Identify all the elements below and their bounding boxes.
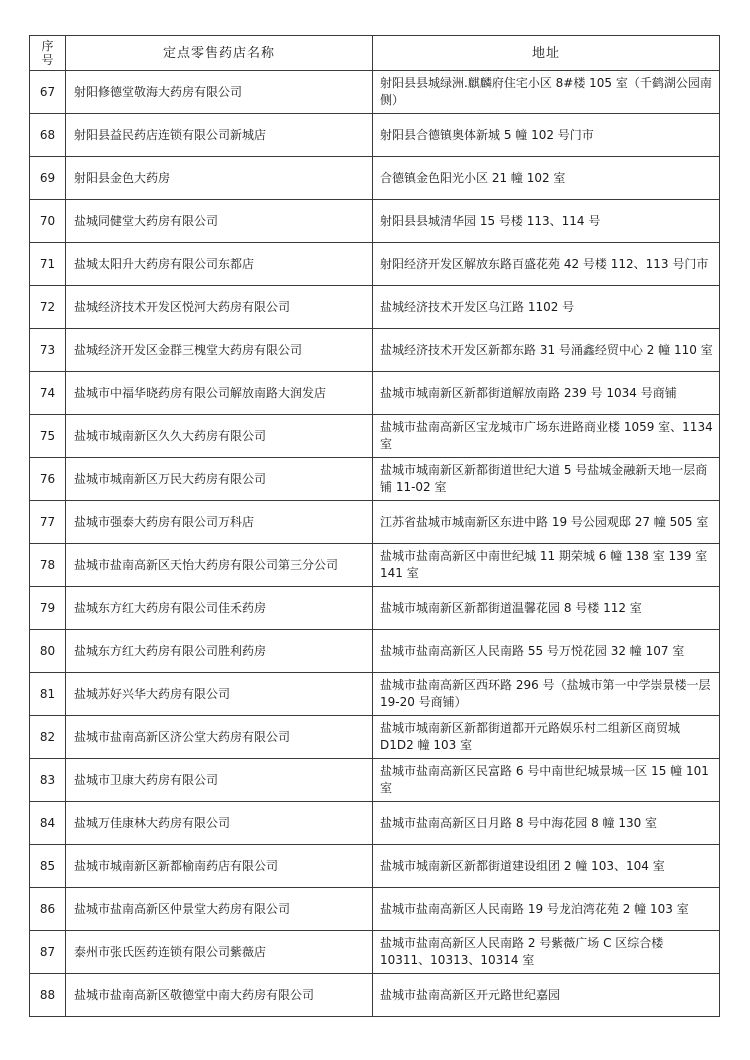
pharmacy-name: 盐城市中福华晓药房有限公司解放南路大润发店 (66, 372, 373, 415)
pharmacy-address: 盐城市盐南高新区人民南路 19 号龙泊湾花苑 2 幢 103 室 (373, 888, 720, 931)
table-row (30, 630, 720, 673)
pharmacy-address: 盐城经济技术开发区乌江路 1102 号 (373, 286, 720, 329)
table-row (30, 114, 720, 157)
row-number: 69 (30, 157, 66, 200)
pharmacy-name: 盐城市卫康大药房有限公司 (66, 759, 373, 802)
pharmacy-name: 盐城东方红大药房有限公司胜利药房 (66, 630, 373, 673)
table-row (30, 71, 720, 114)
pharmacy-address: 盐城市盐南高新区开元路世纪嘉园 (373, 974, 720, 1017)
row-number: 70 (30, 200, 66, 243)
table-row (30, 501, 720, 544)
row-number: 76 (30, 458, 66, 501)
pharmacy-address: 盐城市城南新区新都街道世纪大道 5 号盐城金融新天地一层商铺 11-02 室 (373, 458, 720, 501)
pharmacy-name: 射阳县益民药店连锁有限公司新城店 (66, 114, 373, 157)
pharmacy-name: 盐城经济开发区金群三槐堂大药房有限公司 (66, 329, 373, 372)
table-row (30, 329, 720, 372)
pharmacy-name: 盐城市城南新区久久大药房有限公司 (66, 415, 373, 458)
pharmacy-address: 盐城市盐南高新区民富路 6 号中南世纪城景城一区 15 幢 101 室 (373, 759, 720, 802)
row-number: 73 (30, 329, 66, 372)
pharmacy-name: 盐城东方红大药房有限公司佳禾药房 (66, 587, 373, 630)
table-row (30, 802, 720, 845)
row-number: 80 (30, 630, 66, 673)
pharmacy-address: 盐城市盐南高新区西环路 296 号（盐城市第一中学崇景楼一层 19-20 号商铺） (373, 673, 720, 716)
pharmacy-list-sheet (29, 35, 720, 1017)
row-number: 85 (30, 845, 66, 888)
table-row (30, 200, 720, 243)
pharmacy-name: 泰州市张氏医药连锁有限公司紫薇店 (66, 931, 373, 974)
pharmacy-address: 盐城市盐南高新区宝龙城市广场东进路商业楼 1059 室、1134 室 (373, 415, 720, 458)
pharmacy-address: 射阳县县城清华园 15 号楼 113、114 号 (373, 200, 720, 243)
pharmacy-name: 盐城市盐南高新区敬德堂中南大药房有限公司 (66, 974, 373, 1017)
table-row (30, 759, 720, 802)
pharmacy-address: 盐城市盐南高新区人民南路 55 号万悦花园 32 幢 107 室 (373, 630, 720, 673)
row-number: 88 (30, 974, 66, 1017)
table-row (30, 888, 720, 931)
pharmacy-address: 盐城市盐南高新区日月路 8 号中海花园 8 幢 130 室 (373, 802, 720, 845)
table-row (30, 673, 720, 716)
header-address: 地址 (373, 36, 720, 71)
pharmacy-address: 射阳县县城绿洲.麒麟府住宅小区 8#楼 105 室（千鹤湖公园南侧） (373, 71, 720, 114)
row-number: 79 (30, 587, 66, 630)
pharmacy-name: 盐城经济技术开发区悦河大药房有限公司 (66, 286, 373, 329)
pharmacy-address: 射阳经济开发区解放东路百盛花苑 42 号楼 112、113 号门市 (373, 243, 720, 286)
pharmacy-address: 盐城市城南新区新都街道建设组团 2 幢 103、104 室 (373, 845, 720, 888)
pharmacy-name: 盐城市盐南高新区济公堂大药房有限公司 (66, 716, 373, 759)
table-row (30, 974, 720, 1017)
pharmacy-address: 盐城市城南新区新都街道都开元路娱乐村二组新区商贸城 D1D2 幢 103 室 (373, 716, 720, 759)
pharmacy-name: 盐城苏好兴华大药房有限公司 (66, 673, 373, 716)
header-num: 序号 (30, 36, 66, 71)
row-number: 86 (30, 888, 66, 931)
table-row (30, 286, 720, 329)
row-number: 77 (30, 501, 66, 544)
pharmacy-name: 射阳修德堂敬海大药房有限公司 (66, 71, 373, 114)
row-number: 87 (30, 931, 66, 974)
table-row (30, 458, 720, 501)
row-number: 83 (30, 759, 66, 802)
table-row (30, 845, 720, 888)
table-row (30, 372, 720, 415)
pharmacy-name: 盐城市盐南高新区仲景堂大药房有限公司 (66, 888, 373, 931)
pharmacy-address: 盐城市盐南高新区中南世纪城 11 期荣城 6 幢 138 室 139 室 141 室 (373, 544, 720, 587)
row-number: 75 (30, 415, 66, 458)
row-number: 72 (30, 286, 66, 329)
table-body (30, 71, 720, 1017)
pharmacy-name: 射阳县金色大药房 (66, 157, 373, 200)
pharmacy-name: 盐城市城南新区新都榆南药店有限公司 (66, 845, 373, 888)
table-row (30, 243, 720, 286)
pharmacy-name: 盐城市强泰大药房有限公司万科店 (66, 501, 373, 544)
pharmacy-name: 盐城市城南新区万民大药房有限公司 (66, 458, 373, 501)
table-row (30, 544, 720, 587)
table-row (30, 415, 720, 458)
pharmacy-address: 盐城市城南新区新都街道解放南路 239 号 1034 号商铺 (373, 372, 720, 415)
header-row (30, 36, 720, 71)
pharmacy-address: 合德镇金色阳光小区 21 幢 102 室 (373, 157, 720, 200)
table-row (30, 931, 720, 974)
row-number: 82 (30, 716, 66, 759)
table-header (30, 36, 720, 71)
row-number: 81 (30, 673, 66, 716)
row-number: 71 (30, 243, 66, 286)
pharmacy-table (29, 35, 720, 1017)
table-row (30, 716, 720, 759)
header-name: 定点零售药店名称 (66, 36, 373, 71)
row-number: 67 (30, 71, 66, 114)
pharmacy-address: 射阳县合德镇奥体新城 5 幢 102 号门市 (373, 114, 720, 157)
table-row (30, 157, 720, 200)
pharmacy-address: 盐城市盐南高新区人民南路 2 号紫薇广场 C 区综合楼 10311、10313、10314 室 (373, 931, 720, 974)
pharmacy-name: 盐城太阳升大药房有限公司东都店 (66, 243, 373, 286)
table-row (30, 587, 720, 630)
pharmacy-name: 盐城万佳康林大药房有限公司 (66, 802, 373, 845)
row-number: 68 (30, 114, 66, 157)
row-number: 78 (30, 544, 66, 587)
pharmacy-name: 盐城同健堂大药房有限公司 (66, 200, 373, 243)
pharmacy-name: 盐城市盐南高新区天怡大药房有限公司第三分公司 (66, 544, 373, 587)
row-number: 74 (30, 372, 66, 415)
pharmacy-address: 盐城经济技术开发区新都东路 31 号涌鑫经贸中心 2 幢 110 室 (373, 329, 720, 372)
row-number: 84 (30, 802, 66, 845)
pharmacy-address: 江苏省盐城市城南新区东进中路 19 号公园观邸 27 幢 505 室 (373, 501, 720, 544)
pharmacy-address: 盐城市城南新区新都街道温馨花园 8 号楼 112 室 (373, 587, 720, 630)
